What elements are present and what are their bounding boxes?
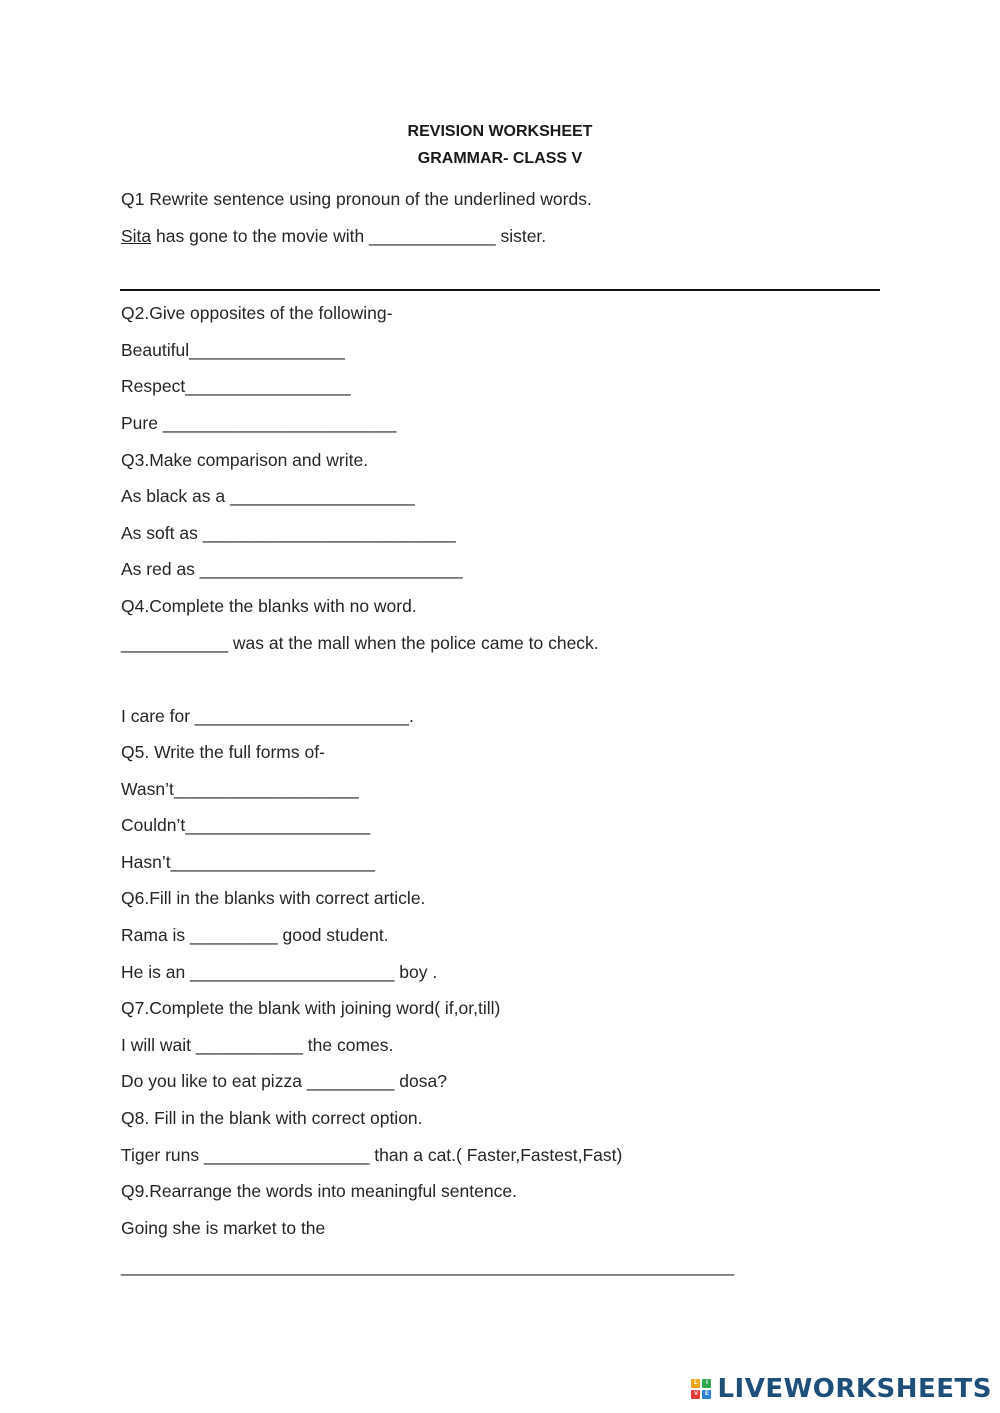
q4-item[interactable]: I care for ______________________. — [121, 706, 414, 726]
logo-letter: V — [691, 1390, 700, 1399]
q9-answer-blank[interactable]: _______________________________________________________________ — [121, 1256, 735, 1276]
q8-item[interactable]: Tiger runs _________________ than a cat.( Faster,Fastest,Fast) — [121, 1145, 623, 1165]
q8-question: Q8. Fill in the blank with correct option. — [121, 1108, 423, 1128]
q5-item[interactable]: Wasn’t___________________ — [121, 779, 359, 799]
answer-line[interactable] — [120, 289, 880, 291]
q2-item[interactable]: Beautiful________________ — [121, 340, 345, 360]
logo-letter: I — [702, 1379, 711, 1388]
q7-item[interactable]: Do you like to eat pizza _________ dosa? — [121, 1071, 447, 1091]
liveworksheets-logo[interactable] — [691, 1371, 992, 1407]
q3-item[interactable]: As soft as __________________________ — [121, 523, 456, 543]
q9-jumbled-words: Going she is market to the — [121, 1218, 326, 1238]
q3-question: Q3.Make comparison and write. — [121, 450, 369, 470]
q3-item[interactable]: As black as a ___________________ — [121, 486, 415, 506]
logo-icon — [691, 1379, 711, 1399]
q6-question: Q6.Fill in the blanks with correct article. — [121, 888, 426, 908]
q4-question: Q4.Complete the blanks with no word. — [121, 596, 417, 616]
q1-underlined-word: Sita — [121, 226, 152, 246]
q5-item[interactable]: Hasn’t_____________________ — [121, 852, 375, 872]
q6-item[interactable]: He is an _____________________ boy . — [121, 962, 438, 982]
q2-item[interactable]: Pure ________________________ — [121, 413, 397, 433]
q2-item[interactable]: Respect_________________ — [121, 376, 351, 396]
worksheet-subtitle: GRAMMAR- CLASS V — [417, 150, 583, 167]
worksheet-title: REVISION WORKSHEET — [407, 123, 593, 140]
q7-item[interactable]: I will wait ___________ the comes. — [121, 1035, 394, 1055]
q6-item[interactable]: Rama is _________ good student. — [121, 925, 389, 945]
q5-item[interactable]: Couldn’t___________________ — [121, 815, 371, 835]
q1-question: Q1 Rewrite sentence using pronoun of the underlined words. — [121, 189, 592, 209]
q1-sentence-rest: has gone to the movie with _____________ sister. — [151, 226, 547, 246]
q1-sentence — [121, 226, 546, 247]
q9-question: Q9.Rearrange the words into meaningful sentence. — [121, 1181, 517, 1201]
q3-item[interactable]: As red as ___________________________ — [121, 559, 463, 579]
q5-question: Q5. Write the full forms of- — [121, 742, 325, 762]
q4-item[interactable]: ___________ was at the mall when the police came to check. — [121, 633, 599, 653]
brand-name: LIVEWORKSHEETS — [717, 1374, 992, 1404]
logo-letter: E — [702, 1390, 711, 1399]
q2-question: Q2.Give opposites of the following- — [121, 303, 393, 323]
logo-letter: L — [691, 1379, 700, 1388]
q7-question: Q7.Complete the blank with joining word( if,or,till) — [121, 998, 501, 1018]
